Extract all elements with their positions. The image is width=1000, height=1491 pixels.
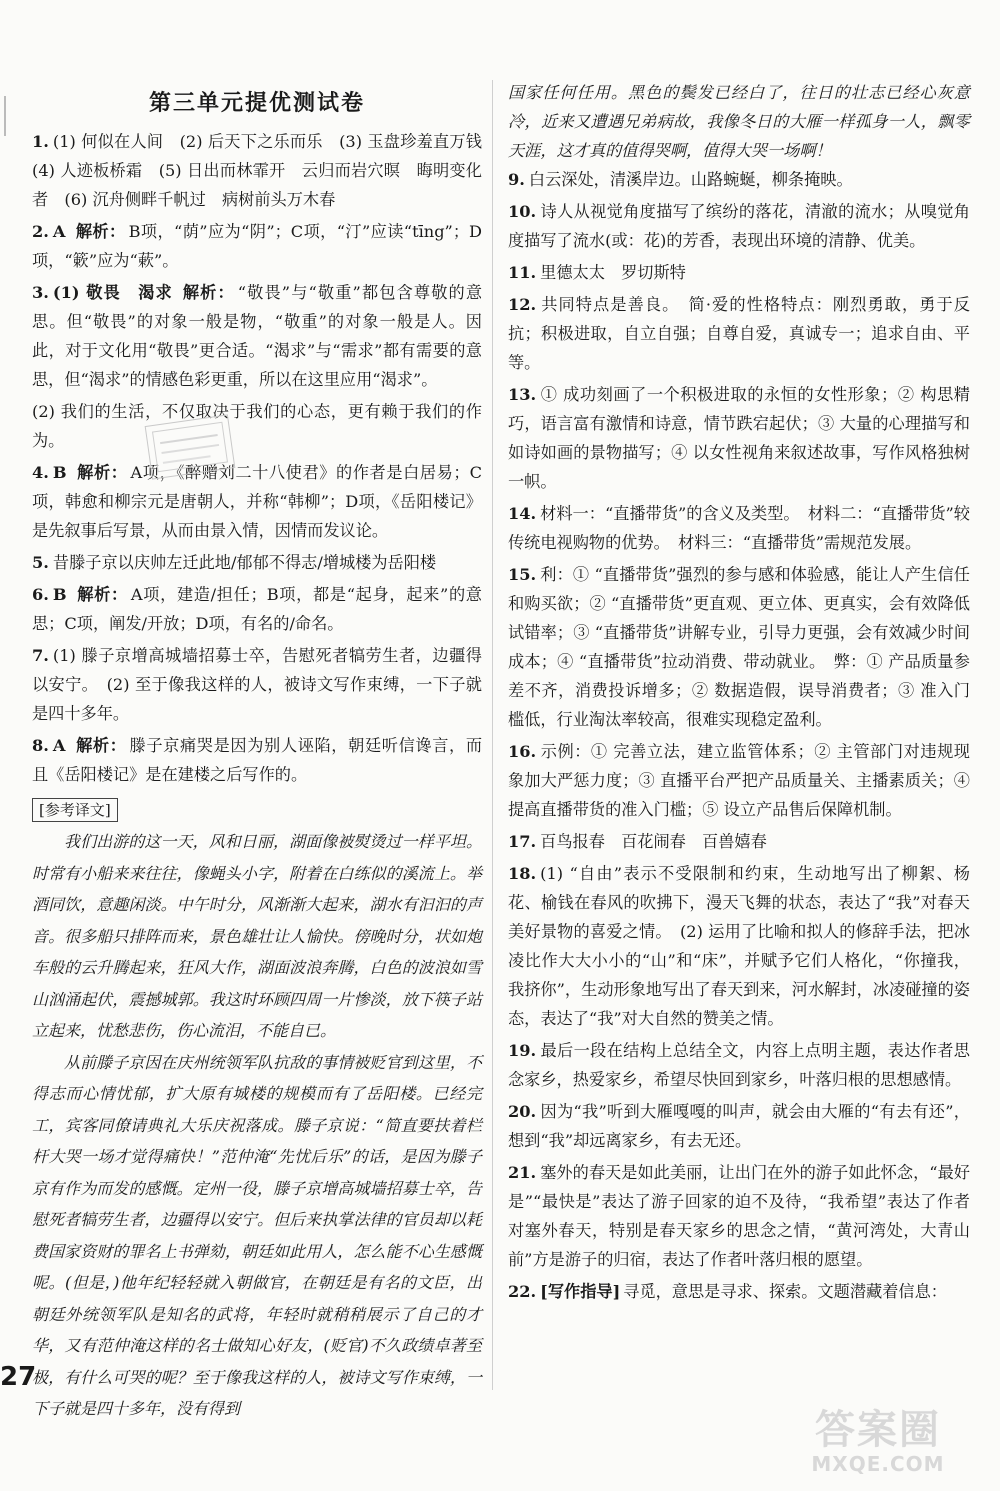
- answer-number: 18.: [508, 864, 537, 883]
- answer-number: 19.: [508, 1041, 537, 1060]
- answer-number: 4.: [32, 463, 49, 482]
- answer-text: 因为“我”听到大雁嘎嘎的叫声，就会由大雁的“有去有还”，想到“我”却远离家乡，有去无还。: [508, 1102, 970, 1150]
- answer-item: [32, 641, 482, 728]
- answer-text: 里德太太 罗切斯特: [540, 263, 686, 282]
- watermark-url-text: MXQE.COM: [811, 1452, 945, 1476]
- answer-item: [32, 458, 482, 545]
- answer-item: [508, 290, 970, 377]
- answer-number: 3.: [32, 283, 49, 302]
- answer-item: [32, 731, 482, 789]
- answer-number: 12.: [508, 295, 537, 314]
- translation-paragraph: 从前滕子京因在庆州统领军队抗敌的事情被贬官到这里，不得志而心情忧郁，扩大原有城楼的规模而有了岳阳楼。已经完工，宾客同僚请典礼大乐庆祝落成。滕子京说：“简直要扶着栏杆大哭一场才觉得痛快！”范仲淹“先忧后乐”的话，是因为滕子京有作为而发的感慨。定州一役，滕子京增高城墙招募士卒，告慰死者犒劳生者，边疆得以安宁。但后来执掌法律的官员却以耗费国家资财的罪名上书弹劾，朝廷如此用人，怎么能不心生感慨呢。(但是，)他年纪轻轻就入朝做官，在朝廷是有名的文臣，出朝廷外统领军队是知名的武将，年轻时就稍稍展示了自己的才华，又有范仲淹这样的名士做知心好友，(贬官)不久政绩卓著至极，有什么可哭的呢？至于像我这样的人，被诗文写作束缚，一下子就是四十多年，没有得到: [32, 1052, 482, 1418]
- answer-choice: A: [52, 736, 66, 755]
- answer-item: [508, 1277, 970, 1306]
- right-answer-list: [508, 165, 970, 1306]
- answer-item: [508, 1097, 970, 1155]
- page-title: 第三单元提优测试卷: [148, 90, 365, 116]
- answer-item: [508, 859, 970, 1033]
- answer-item: [508, 737, 970, 824]
- right-column: [508, 78, 970, 1309]
- answer-choice: B: [52, 585, 67, 604]
- answer-text: 滕子京痛哭是因为别人诬陷，朝廷听信谗言，而且《岳阳楼记》是在建楼之后写作的。: [32, 736, 483, 784]
- answer-item: [508, 499, 970, 557]
- page-number: 27: [0, 1362, 37, 1392]
- stamp-graphic: [146, 416, 234, 479]
- answer-number: 6.: [32, 585, 49, 604]
- translation-paragraph: 我们出游的这一天，风和日丽，湖面像被熨烫过一样平坦。时常有小船来来往往，像蝇头小字，附着在白练似的溪流上。举酒同饮，意趣闲淡。中午时分，风渐渐大起来，湖水有汩汩的声音。很多船只排阵而来，景色雄壮让人愉快。傍晚时分，状如炮车般的云升腾起来，狂风大作，湖面波浪奔腾，白色的波浪如雪山汹涌起伏，震撼城郭。我这时环顾四周一片惨淡，放下筷子站立起来，忧愁悲伤，伤心流泪，不能自已。: [32, 832, 482, 1040]
- answer-number: 2.: [32, 222, 49, 241]
- answer-item: [32, 548, 482, 577]
- answer-number: 5.: [32, 553, 49, 572]
- answer-tag: [写作指导]: [540, 1282, 621, 1301]
- answer-text: 寻觅，意思是寻求、探索。文题潜藏着信息：: [623, 1282, 947, 1301]
- answer-number: 22.: [508, 1282, 537, 1301]
- answer-text: A项，建造/担任；B项，都是“起身，起来”的意思；C项，阐发/开放；D项，有名的/命名。: [32, 585, 482, 633]
- answer-text: 塞外的春天是如此美丽，让出门在外的游子如此怀念，“最好是”“最快是”表达了游子回家的迫不及待，“我希望”表达了作者对塞外春天，特别是春天家乡的思念之情，“黄河湾处，大青山前”方是游子的归宿，表达了作者叶落归根的愿望。: [508, 1163, 970, 1269]
- answer-item: [32, 397, 482, 455]
- answer-text: 示例：① 完善立法，建立监管体系；② 主管部门对违规现象加大严惩力度；③ 直播平台严把产品质量关、主播素质关；④ 提高直播带货的准入门槛；⑤ 设立产品售后保障机制。: [508, 742, 970, 819]
- answer-item: [32, 580, 482, 638]
- answer-tag: 解析：: [182, 283, 235, 302]
- answer-number: 16.: [508, 742, 537, 761]
- answer-number: 8.: [32, 736, 49, 755]
- answer-tag: 解析：: [76, 463, 128, 482]
- answer-text: 昔滕子京以庆帅左迁此地/郁郁不得志/增城楼为岳阳楼: [52, 553, 437, 572]
- answer-text: (2) 我们的生活，不仅取决于我们的心态，更有赖于我们的作为。: [32, 402, 482, 450]
- answer-number: 9.: [508, 170, 525, 189]
- answer-number: 10.: [508, 202, 537, 221]
- left-column: [32, 78, 499, 1425]
- answer-text: 共同特点是善良。 简·爱的性格特点：刚烈勇敢，勇于反抗；积极进取，自立自强；自尊自爱，真诚专一；追求自由、平等。: [508, 295, 970, 372]
- scan-edge-mark: [4, 96, 6, 136]
- answer-text: “敬畏”与“敬重”都包含尊敬的意思。但“敬畏”的对象一般是物，“敬重”的对象一般是人。因此，对于文化用“敬畏”更合适。“渴求”与“需求”都有需要的意思，但“渴求”的情感色彩更重，所以在这里应用“渴求”。: [32, 283, 483, 389]
- answer-text: 材料一：“直播带货”的含义及类型。 材料二：“直播带货”较传统电视购物的优势。 材料三：“直播带货”需规范发展。: [508, 504, 970, 552]
- answer-number: 1.: [32, 132, 49, 151]
- answer-item: [508, 560, 970, 734]
- answer-number: 7.: [32, 646, 49, 665]
- translation-continuation: 国家任何任用。黑色的鬓发已经白了，往日的壮志已经心灰意冷，近来又遭遇兄弟病故，我像冬日的大雁一样孤身一人，飘零天涯，这才真的值得哭啊，值得大哭一场啊！: [508, 83, 970, 160]
- answer-text: (1) “自由”表示不受限制和约束，生动地写出了柳絮、杨花、榆钱在春风的吹拂下，漫天飞舞的状态，表达了“我”对春天美好景物的喜爱之情。 (2) 运用了比喻和拟人的修辞手法，把冰凌比作大大小小的“山”和“床”，并赋予它们人格化，“你撞我，我挤你”，生动形象地写出了春天到来，河水解封，冰凌碰撞的姿态，表达了“我”对大自然的赞美之情。: [508, 864, 970, 1028]
- answer-text: 百鸟报春 百花闹春 百兽嬉春: [540, 832, 767, 851]
- answer-item: [508, 165, 970, 194]
- answer-text: ① 成功刻画了一个积极进取的永恒的女性形象；② 构思精巧，语言富有激情和诗意，情节跌宕起伏；③ 大量的心理描写和如诗如画的景物描写；④ 以女性视角来叙述故事，写作风格独树一帜。: [508, 385, 970, 491]
- answer-number: 13.: [508, 385, 537, 404]
- answer-text: 诗人从视觉角度描写了缤纷的落花，清澈的流水；从嗅觉角度描写了流水(或：花)的芳香，表现出环境的清静、优美。: [508, 202, 970, 250]
- reference-translation-label: [参考译文]: [32, 798, 118, 822]
- answer-text: A项，《醉赠刘二十八使君》的作者是白居易；C项，韩愈和柳宗元是唐朝人，并称“韩柳”；D项，《岳阳楼记》是先叙事后写景，从而由景入情，因情而发议论。: [32, 463, 482, 540]
- answer-number: 20.: [508, 1102, 537, 1121]
- column-divider: [492, 80, 493, 1390]
- answer-number: 15.: [508, 565, 537, 584]
- answer-tag: 解析：: [75, 222, 126, 241]
- answer-item: [32, 217, 482, 275]
- answer-number: 21.: [508, 1163, 537, 1182]
- answer-choice: B: [52, 463, 67, 482]
- library-stamp: [145, 414, 236, 479]
- watermark-logo-text: 答案圈: [815, 1407, 941, 1453]
- answer-text: B项，“荫”应为“阴”；C项，“汀”应读“tīng”；D项，“簌”应为“蔌”。: [32, 222, 482, 270]
- answer-item: [508, 827, 970, 856]
- answer-text: 白云深处，清溪岸边。山路蜿蜒，柳条掩映。: [528, 170, 853, 189]
- reference-translation: [32, 826, 482, 1425]
- answer-item: [32, 127, 499, 214]
- left-answer-list: [32, 127, 499, 789]
- answer-text: (1) 滕子京增高城墙招募士卒，告慰死者犒劳生者，边疆得以安宁。 (2) 至于像我这样的人，被诗文写作束缚，一下子就是四十多年。: [32, 646, 482, 723]
- answer-item: [508, 258, 970, 287]
- answer-item: [508, 197, 970, 255]
- answer-choice: A: [52, 222, 66, 241]
- answer-item: [508, 1036, 970, 1094]
- answer-number: 17.: [508, 832, 537, 851]
- answer-item: [508, 380, 970, 496]
- answer-text: 利：① “直播带货”强烈的参与感和体验感，能让人产生信任和购买欲；② “直播带货”更直观、更立体、更真实，会有效降低试错率；③ “直播带货”讲解专业，引导力更强，会有效减少时间成本；④ “直播带货”拉动消费、带动就业。 弊：① 产品质量参差不齐，消费投诉增多；② 数据造假，误导消费者；③ 准入门槛低，行业淘汰率较高，很难实现稳定盈利。: [508, 565, 970, 729]
- answer-text: (1) 何似在人间 (2) 后天下之乐而乐 (3) 玉盘珍羞直万钱 (4) 人迹板桥霜 (5) 日出而林霏开 云归而岩穴暝 晦明变化者 (6) 沉舟侧畔千帆过 病树前头万木春: [32, 132, 499, 209]
- answer-number: 11.: [508, 263, 537, 282]
- answer-item: [508, 1158, 970, 1274]
- answer-item: [32, 278, 482, 394]
- answer-number: 14.: [508, 504, 537, 523]
- answer-choice: (1) 敬畏 渴求: [52, 283, 173, 302]
- answer-tag: 解析：: [75, 736, 127, 755]
- answer-text: 最后一段在结构上总结全文，内容上点明主题，表达作者思念家乡，热爱家乡，希望尽快回到家乡，叶落归根的思想感情。: [508, 1041, 970, 1089]
- site-watermark: [778, 1408, 978, 1482]
- answer-tag: 解析：: [76, 585, 128, 604]
